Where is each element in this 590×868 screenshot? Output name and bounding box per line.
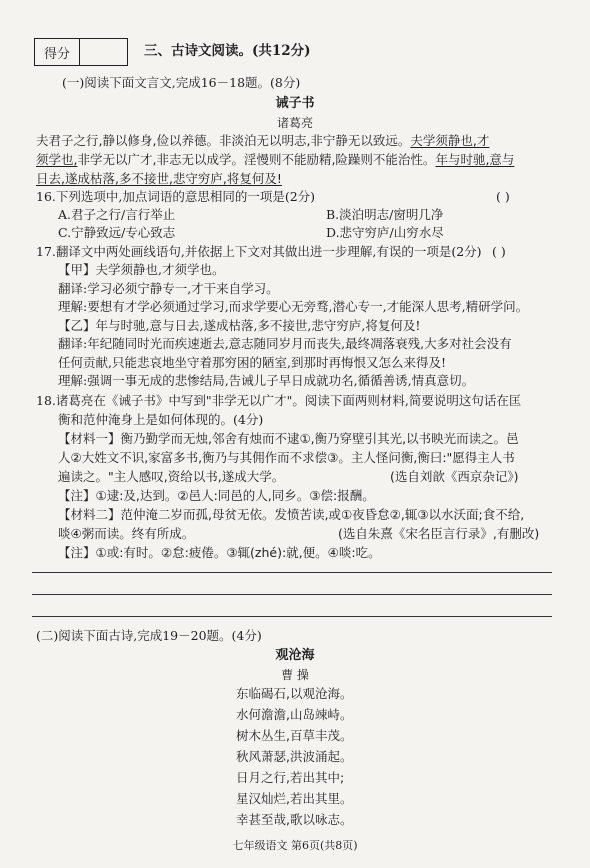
answer-line[interactable] [32, 616, 552, 617]
material1-notes: 【注】①逮:及,达到。②邑人:同邑的人,同乡。③偿:报酬。 [58, 488, 375, 503]
poem-line: 树木丛生,百草丰茂。 [236, 728, 353, 743]
q18-stem-2: 衡和范仲淹身上是如何体现的。(4分) [58, 412, 264, 427]
poem-line: 幸甚至哉,歌以咏志。 [236, 812, 353, 827]
q17-stem: 17.翻译文中两处画线语句,并依据上下文对其做出进一步理解,有误的一项是(2分) [36, 244, 482, 259]
q17-answer-paren[interactable]: ( ) [492, 244, 506, 259]
part2-intro: (二)阅读下面古诗,完成19－20题。(4分) [36, 628, 262, 643]
q16-option-a: A.君子之行/言行举止 [58, 207, 176, 222]
q16-stem: 16.下列选项中,加点词语的意思相同的一项是(2分) [36, 189, 316, 204]
passage-line-3: 日去,遂成枯落,多不接世,悲守穷庐,将复何及! [36, 171, 282, 186]
q18-stem-1: 18.诸葛亮在《诫子书》中写到"非学无以广才"。阅读下面两则材料,简要说明这句话在匡 [36, 393, 522, 408]
answer-line[interactable] [32, 572, 552, 573]
poem-line: 东临碣石,以观沧海。 [236, 686, 353, 701]
section-title: 三、古诗文阅读。(共12分) [144, 43, 311, 59]
q17-jia-understanding: 理解:要想有才学必须通过学习,而求学要心无旁骛,潜心专一,才能深人思考,精研学问。 [58, 299, 529, 314]
material2-line-2: 啖④粥而读。终有所成。 [58, 526, 195, 541]
q17-yi-translation-2: 任何贡献,只能悲哀地坐守着那穷困的陋室,到那时再悔恨又怎么来得及! [58, 355, 446, 370]
material2-source: (选自朱熹《宋名臣言行录》,有删改) [338, 526, 540, 541]
poem-line: 秋风萧瑟,洪波涌起。 [236, 749, 353, 764]
q16-option-b: B.淡泊明志/窗明几净 [326, 207, 444, 222]
answer-line[interactable] [32, 594, 552, 595]
score-label: 得分 [35, 39, 80, 65]
underlined-sentence-jia-end: 须学也, [36, 152, 78, 167]
material1-line-3: 遍读之。"主人感叹,资给以书,遂成大学。 [58, 469, 285, 484]
q17-yi-translation-1: 翻译:年纪随同时光而疾速逝去,意志随同岁月而丧失,最终凋落衰残,大多对社会没有 [58, 336, 512, 351]
passage-line-2 [36, 152, 514, 168]
poem-title: 观沧海 [275, 648, 315, 663]
poem-author: 曹 操 [281, 668, 309, 682]
material2-notes: 【注】①或:有时。②怠:疲倦。③辄(zhé):就,便。④啖:吃。 [58, 545, 381, 560]
part1-intro: (一)阅读下面文言文,完成16－18题。(8分) [62, 75, 301, 90]
q17-jia: 【甲】夫学须静也,才须学也。 [58, 262, 225, 277]
q16-option-c: C.宁静致远/专心致志 [58, 225, 176, 240]
material2-line-1: 【材料二】范仲淹二岁而孤,母贫无依。发愤苦读,或①夜昏怠②,辄③以水沃面;食不给, [58, 507, 525, 522]
underlined-sentence-yi: 年与时驰,意与 [435, 152, 515, 167]
passage-line-1 [36, 133, 489, 149]
passage-text: 非学无以广才,非志无以成学。淫慢则不能励精,险躁则不能治性。 [77, 152, 436, 167]
q17-jia-translation: 翻译:学习必须宁静专一,才干来自学习。 [58, 281, 279, 296]
passage-text: 夫君子之行,静以修身,俭以养德。非淡泊无以明志,非宁静无以致远。 [36, 133, 411, 148]
material1-source: (选自刘歆《西京杂记》) [390, 469, 519, 484]
poem-line: 水何澹澹,山岛竦峙。 [236, 707, 353, 722]
passage-author: 诸葛亮 [276, 116, 313, 130]
material1-line-1: 【材料一】衡乃勤学而无烛,邻舍有烛而不逮①,衡乃穿壁引其光,以书映光而读之。邑 [58, 431, 519, 446]
page-footer: 七年级语文 第6页(共8页) [232, 839, 358, 852]
q16-option-d: D.悲守穷庐/山穷水尽 [326, 225, 444, 240]
score-box [34, 38, 128, 66]
poem-line: 星汉灿烂,若出其里。 [236, 791, 353, 806]
poem-line: 日月之行,若出其中; [236, 770, 345, 785]
q16-answer-paren[interactable]: ( ) [496, 189, 510, 204]
passage-title: 诫子书 [275, 96, 315, 111]
q17-yi-understanding: 理解:强调一事无成的悲惨结局,告诫儿子早日成就功名,循循善诱,情真意切。 [58, 373, 475, 388]
material1-line-2: 人②大姓文不识,家富多书,衡乃与其佣作而不求偿③。主人怪问衡,衡曰:"愿得主人书 [58, 450, 515, 465]
q17-yi: 【乙】年与时驰,意与日去,遂成枯落,多不接世,悲守穷庐,将复何及! [58, 318, 421, 333]
underlined-sentence-jia: 夫学须静也,才 [410, 133, 490, 148]
